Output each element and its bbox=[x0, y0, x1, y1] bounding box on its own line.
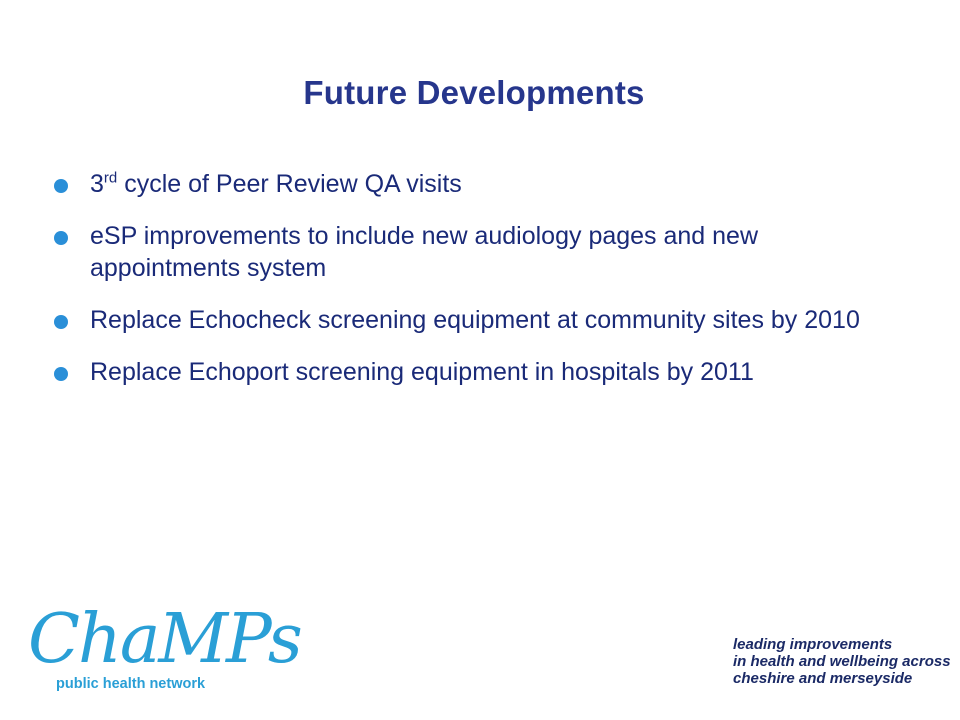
champs-logo bbox=[26, 600, 301, 700]
bullet-dot-icon bbox=[54, 179, 68, 193]
bullet-item-2 bbox=[90, 220, 890, 284]
bullet-text-3: Replace Echocheck screening equipment at community sites by 2010 bbox=[90, 306, 860, 334]
bullet-text-4: Replace Echoport screening equipment in hospitals by 2011 bbox=[90, 358, 754, 386]
bullet-list bbox=[90, 168, 890, 408]
bullet-dot-icon bbox=[54, 231, 68, 245]
tagline-line-3: cheshire and merseyside bbox=[733, 670, 913, 687]
bullet-dot-icon bbox=[54, 315, 68, 329]
champs-logo-subtitle: public health network bbox=[56, 676, 206, 692]
bullet-dot-icon bbox=[54, 367, 68, 381]
slide-title: Future Developments bbox=[303, 74, 645, 111]
footer-tagline bbox=[733, 636, 951, 687]
bullet-item-1 bbox=[90, 168, 890, 200]
bullet-item-4 bbox=[90, 356, 890, 388]
bullet-text-1: 3rd cycle of Peer Review QA visits bbox=[90, 169, 462, 198]
bullet-text-2: eSP improvements to include new audiology pages and new appointments system bbox=[90, 222, 759, 282]
tagline-line-2: in health and wellbeing across bbox=[733, 653, 951, 670]
bullet-item-3 bbox=[90, 304, 890, 336]
champs-logo-wordmark: ChaMPs bbox=[28, 600, 301, 679]
tagline-line-1: leading improvements bbox=[733, 636, 893, 653]
